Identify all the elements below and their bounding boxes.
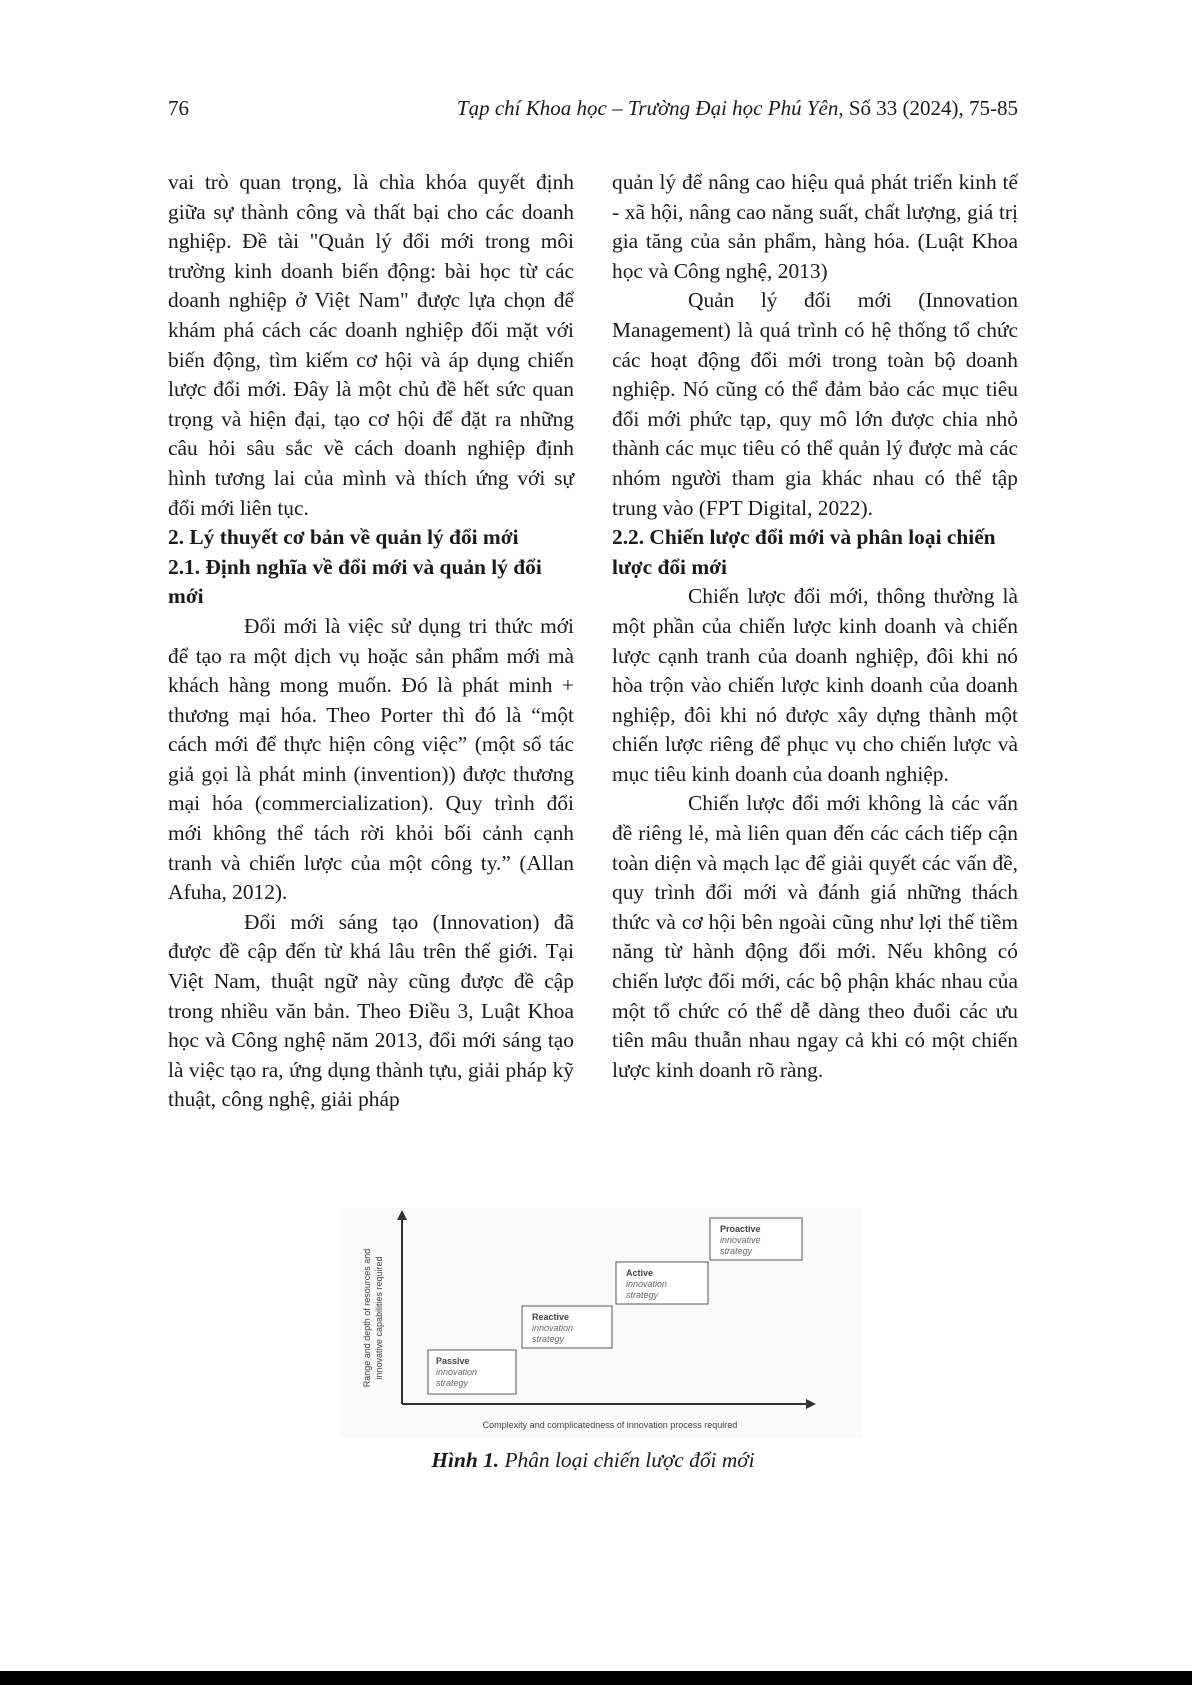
step-line: strategy	[436, 1378, 469, 1388]
step-line: strategy	[626, 1290, 659, 1300]
paragraph: Chiến lược đổi mới không là các vấn đề riêng lẻ, mà liên quan đến các cách tiếp cận toàn diện và mạch lạc để giải quyết các vấn đề, quy trình đổi mới và đánh giá những thách thức và cơ hội bên ngoài cũng như lợi thế tiềm năng từ hành động đổi mới. Nếu không có chiến lược đổi mới, các bộ phận khác nhau của một tổ chức có thể dễ dàng theo đuổi các ưu tiên mâu thuẫn nhau ngay cả khi có một chiến lược kinh doanh rõ ràng.	[612, 791, 1018, 1082]
y-axis-label-line1: Range and depth of resources and	[362, 1248, 372, 1388]
caption-text: Phân loại chiến lược đổi mới	[499, 1448, 755, 1472]
step-proactive	[710, 1218, 802, 1260]
step-line: strategy	[720, 1246, 753, 1256]
step-reactive	[522, 1306, 612, 1348]
caption-label: Hình 1.	[431, 1448, 500, 1472]
y-axis-label-line2: innovative capabilities required	[374, 1256, 384, 1380]
y-axis-arrow	[397, 1210, 407, 1220]
step-title: Active	[626, 1268, 654, 1278]
step-line: strategy	[532, 1334, 565, 1344]
journal-title: Tạp chí Khoa học – Trường Đại học Phú Yên	[456, 96, 839, 120]
page-header	[168, 96, 1018, 126]
paragraph: Chiến lược đổi mới, thông thường là một phần của chiến lược kinh doanh và chiến lược cạnh tranh của doanh nghiệp, đôi khi nó hòa trộn vào chiến lược kinh doanh của doanh nghiệp, đôi khi nó được xây dựng thành một chiến lược riêng để phục vụ cho chiến lược và mục tiêu kinh doanh của doanh nghiệp.	[612, 584, 1018, 786]
paragraph: Đổi mới là việc sử dụng tri thức mới để tạo ra một dịch vụ hoặc sản phẩm mới mà khách hàng mong muốn. Đó là phát minh + thương mại hóa. Theo Porter thì đó là “một cách mới để thực hiện công việc” (một số tác giả gọi là phát minh (invention)) được thương mại hóa (commercialization). Quy trình đổi mới không thể tách rời khỏi bối cảnh cạnh tranh và chiến lược của một công ty.” (Allan Afuha, 2012).	[168, 613, 574, 905]
section-heading: 2. Lý thuyết cơ bản về quản lý đổi mới	[168, 525, 519, 550]
page-number: 76	[168, 96, 189, 120]
figure-diagram	[340, 1208, 862, 1438]
step-line: innovative	[720, 1235, 761, 1245]
step-title: Proactive	[720, 1224, 761, 1234]
step-title: Passive	[436, 1356, 470, 1366]
subsection-heading: 2.1. Định nghĩa về đổi mới và quản lý đổi mới	[168, 554, 542, 609]
step-title: Reactive	[532, 1312, 570, 1322]
x-axis-arrow	[806, 1399, 816, 1409]
paragraph: quản lý để nâng cao hiệu quả phát triển kinh tế - xã hội, nâng cao năng suất, chất lượng, giá trị gia tăng của sản phẩm, hàng hóa. (Luật Khoa học và Công nghệ, 2013)	[612, 170, 1018, 283]
right-column	[612, 168, 1018, 1085]
journal-issue: , Số 33 (2024), 75-85	[838, 96, 1018, 120]
figure-innovation-strategy	[340, 1208, 862, 1438]
scan-bottom-edge	[0, 1671, 1192, 1685]
subsection-heading: 2.2. Chiến lược đổi mới và phân loại chiến lược đổi mới	[612, 525, 996, 579]
step-active	[616, 1262, 708, 1304]
step-line: innovation	[532, 1323, 574, 1333]
left-column	[168, 168, 574, 1115]
x-axis-label: Complexity and complicatedness of innovation process required	[482, 1420, 738, 1430]
figure-caption	[168, 1448, 1018, 1473]
step-line: innovation	[436, 1367, 478, 1377]
paragraph: vai trò quan trọng, là chìa khóa quyết định giữa sự thành công và thất bại cho các doanh nghiệp. Đề tài "Quản lý đổi mới trong môi trường kinh doanh biến động: bài học từ các doanh nghiệp ở Việt Nam" được lựa chọn để khám phá cách các doanh nghiệp đối mặt với biến động, tìm kiếm cơ hội và áp dụng chiến lược đổi mới. Đây là một chủ đề hết sức quan trọng và hiện đại, tạo cơ hội để đặt ra những câu hỏi sâu sắc về cách doanh nghiệp định hình tương lai của mình và thích ứng với sự đổi mới liên tục.	[168, 170, 574, 520]
paragraph: Đổi mới sáng tạo (Innovation) đã được đề cập đến từ khá lâu trên thế giới. Tại Việt Nam, thuật ngữ này cũng được đề cập trong nhiều văn bản. Theo Điều 3, Luật Khoa học và Công nghệ năm 2013, đổi mới sáng tạo là việc tạo ra, ứng dụng thành tựu, giải pháp kỹ thuật, công nghệ, giải pháp	[168, 909, 574, 1112]
paragraph: Quản lý đổi mới (Innovation Management) là quá trình có hệ thống tổ chức các hoạt động đổi mới trong toàn bộ doanh nghiệp. Nó cũng có thể đảm bảo các mục tiêu đổi mới phức tạp, quy mô lớn được chia nhỏ thành các mục tiêu có thể quản lý được mà các nhóm người tham gia khác nhau có thể tập trung vào (FPT Digital, 2022).	[612, 288, 1018, 520]
step-passive	[428, 1350, 516, 1394]
journal-citation	[457, 96, 1018, 121]
step-line: innovation	[626, 1279, 668, 1289]
